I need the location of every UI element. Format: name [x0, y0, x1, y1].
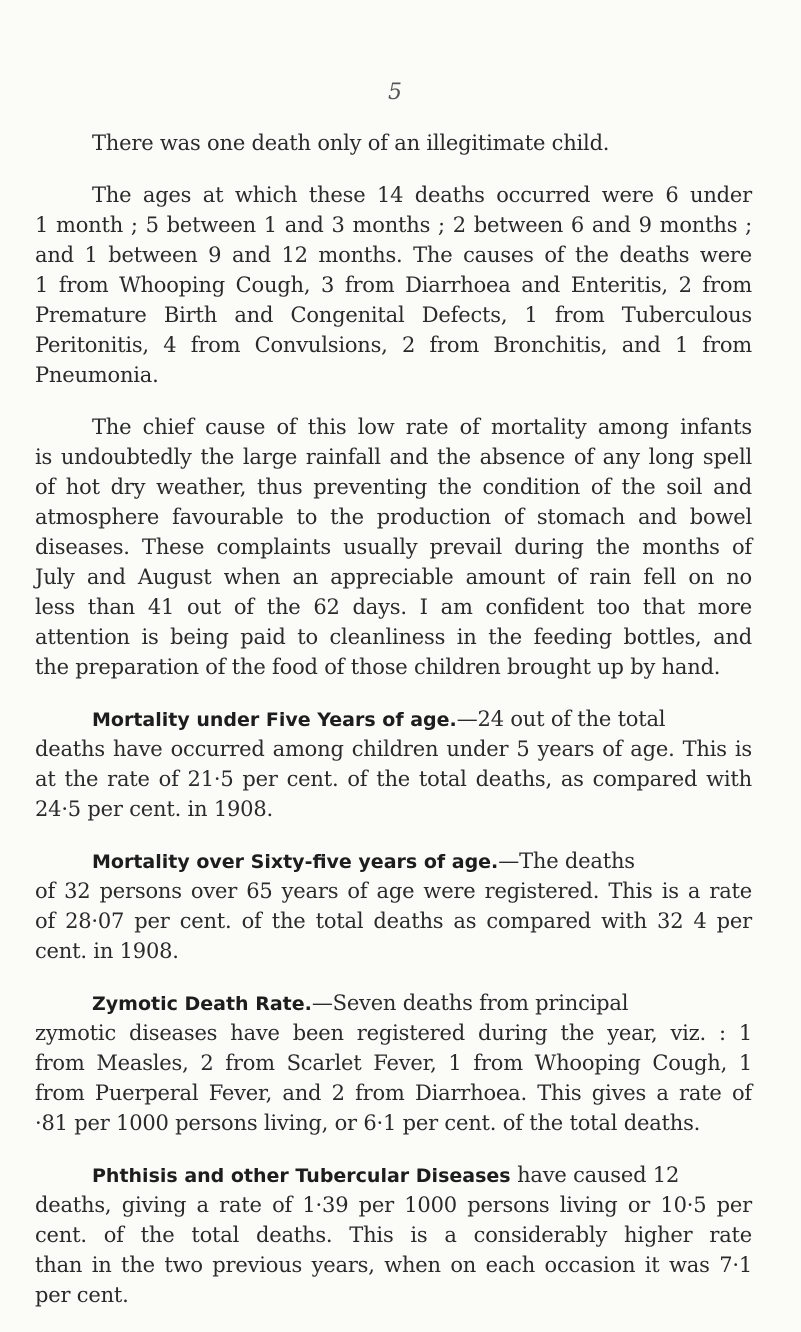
text-line: attention is being paid to cleanliness in the feeding bottles, and [35, 625, 752, 649]
text-line: atmosphere favourable to the production of stomach and bowel [35, 505, 752, 529]
text-line: of hot dry weather, thus preventing the condition of the soil and [35, 475, 752, 499]
text-line: 1 from Whooping Cough, 3 from Diarrhoea and Enteritis, 2 from [35, 273, 752, 297]
text-line [92, 988, 752, 1018]
text-line: 24·5 per cent. in 1908. [35, 797, 273, 821]
text-line: The ages at which these 14 deaths occurred were 6 under [92, 183, 752, 207]
text-line [92, 1160, 752, 1190]
page-number: 5 [388, 80, 402, 105]
text-run: —24 out of the total [456, 707, 666, 731]
text-run: have caused 12 [510, 1163, 680, 1187]
text-line: Peritonitis, 4 from Convulsions, 2 from Bronchitis, and 1 from [35, 333, 752, 357]
text-line: The chief cause of this low rate of mortality among infants [92, 415, 752, 439]
text-line: cent. of the total deaths. This is a considerably higher rate [35, 1223, 752, 1247]
section-heading: Mortality over Sixty-five years of age. [92, 851, 499, 873]
text-line: and 1 between 9 and 12 months. The causes of the deaths were [35, 243, 752, 267]
text-line: the preparation of the food of those children brought up by hand. [35, 655, 721, 679]
paragraph-illegitimate-death [0, 128, 801, 158]
text-line: zymotic diseases have been registered during the year, viz. : 1 [35, 1021, 752, 1045]
text-line [92, 704, 752, 734]
text-line: of 28·07 per cent. of the total deaths as compared with 32 4 per [35, 909, 752, 933]
text-line: deaths, giving a rate of 1·39 per 1000 persons living or 10·5 per [35, 1193, 752, 1217]
text-line [92, 846, 752, 876]
text-run: —The deaths [498, 849, 635, 873]
text-line: less than 41 out of the 62 days. I am confident too that more [35, 595, 752, 619]
section-heading: Zymotic Death Rate. [92, 993, 312, 1015]
paragraph-mortality-over-sixty-five [0, 846, 801, 966]
document-body [0, 128, 801, 1332]
text-line: 1 month ; 5 between 1 and 3 months ; 2 between 6 and 9 months ; [35, 213, 752, 237]
text-line: is undoubtedly the large rainfall and the absence of any long spell [35, 445, 752, 469]
section-heading: Phthisis and other Tubercular Diseases [92, 1165, 511, 1187]
text-line: July and August when an appreciable amount of rain fell on no [35, 565, 752, 589]
text-line: There was one death only of an illegitimate child. [92, 131, 610, 155]
text-line: than in the two previous years, when on each occasion it was 7·1 [35, 1253, 752, 1277]
text-line: from Puerperal Fever, and 2 from Diarrhoea. This gives a rate of [35, 1081, 752, 1105]
paragraph-chief-cause [0, 412, 801, 682]
text-line: cent. in 1908. [35, 939, 179, 963]
paragraph-phthisis-tubercular [0, 1160, 801, 1310]
section-heading: Mortality under Five Years of age. [92, 709, 457, 731]
text-run: —Seven deaths from principal [311, 991, 629, 1015]
text-line: ·81 per 1000 persons living, or 6·1 per cent. of the total deaths. [35, 1111, 701, 1135]
text-line: deaths have occurred among children under 5 years of age. This is [35, 737, 752, 761]
text-line: Pneumonia. [35, 363, 159, 387]
text-line: Premature Birth and Congenital Defects, 1 from Tuberculous [35, 303, 752, 327]
text-line: from Measles, 2 from Scarlet Fever, 1 from Whooping Cough, 1 [35, 1051, 752, 1075]
text-line: diseases. These complaints usually prevail during the months of [35, 535, 752, 559]
text-line: of 32 persons over 65 years of age were registered. This is a rate [35, 879, 752, 903]
text-line: per cent. [35, 1283, 129, 1307]
text-line: at the rate of 21·5 per cent. of the total deaths, as compared with [35, 767, 752, 791]
paragraph-mortality-under-five [0, 704, 801, 824]
paragraph-infant-death-ages [0, 180, 801, 390]
paragraph-zymotic-death-rate [0, 988, 801, 1138]
